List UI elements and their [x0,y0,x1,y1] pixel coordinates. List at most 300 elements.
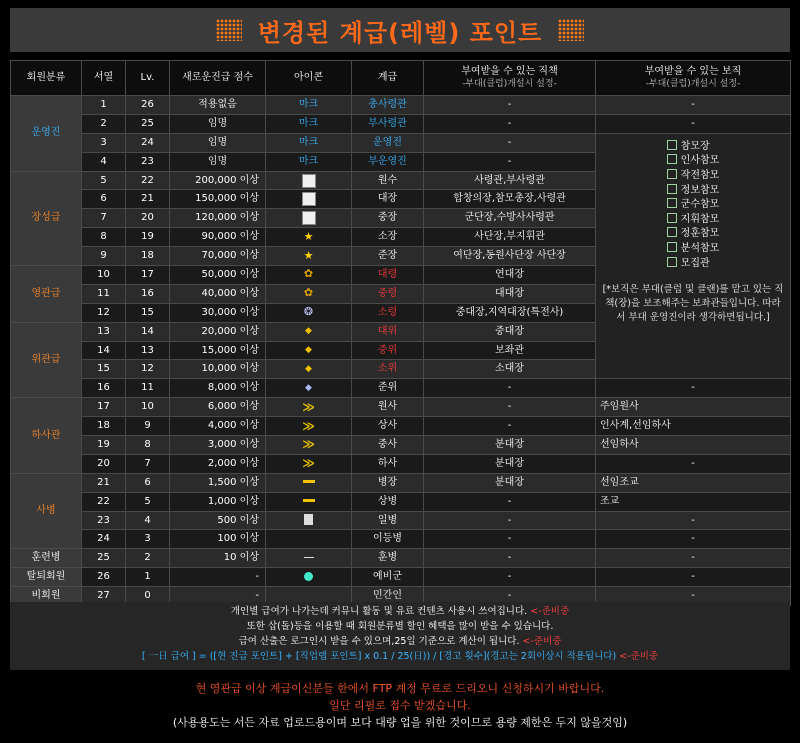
lv-cell-text: 20 [141,212,154,224]
lv-cell [126,454,170,473]
order-cell-text: 11 [97,287,110,299]
score-cell [170,284,266,303]
rank-text: 대장 [377,193,398,205]
position-cell [424,436,596,455]
aide-cell [596,398,791,417]
score-cell [170,360,266,379]
position-cell [424,152,596,171]
aide-list-item [667,140,720,155]
order-cell-text: 14 [97,344,110,356]
aide-list-item [667,154,720,169]
table-row [11,511,791,530]
lv-cell-text: 25 [141,117,154,129]
aide-text: - [691,590,695,602]
table-row [11,436,791,455]
order-cell-text: 16 [97,382,110,394]
header-order: 서열 [82,61,126,96]
icon-cell [266,568,352,587]
order-cell-text: 5 [100,174,107,186]
rank-cell [352,152,424,171]
position-cell [424,303,596,322]
lv-cell [126,266,170,285]
score-cell-text: - [255,590,259,602]
position-cell [424,266,596,285]
score-cell [170,247,266,266]
aide-list-label: 정보참모 [680,184,720,196]
rank-text: 운영진 [373,136,402,148]
lv-cell [126,247,170,266]
lv-cell-text: 23 [141,155,154,167]
header-position [424,61,596,96]
score-cell [170,568,266,587]
position-text: 소대장 [495,363,524,375]
score-cell [170,266,266,285]
icon-cell [266,360,352,379]
icon-cell [266,190,352,209]
aide-cell [596,511,791,530]
aide-text: 주임원사 [600,401,639,413]
mark-label: 마크 [298,98,319,110]
lv-cell [126,133,170,152]
chevron-icon: ≫ [302,437,315,452]
lv-cell-text: 22 [141,174,154,186]
table-row [11,492,791,511]
checkbox-icon [667,227,677,237]
rank-text: 준위 [377,382,398,394]
rank-cell [352,398,424,417]
order-cell [82,360,126,379]
order-cell [82,322,126,341]
icon-cell [266,549,352,568]
rank-cell [352,417,424,436]
info-line-2: 또한 삽(돌)등을 이용할 때 회원분류별 할인 혜택을 많이 받을 수 있습니다. [246,621,554,632]
position-cell [424,454,596,473]
order-cell-text: 24 [97,533,110,545]
lv-cell [126,209,170,228]
mark-label: 마크 [298,117,319,129]
group-name: 탈퇴회원 [26,571,66,583]
position-text: - [507,155,512,167]
header-position-sub: -부대(클럽)개설시 설정- [462,79,557,89]
lv-cell [126,303,170,322]
broken-image-icon [302,211,316,225]
score-cell-text: 50,000 이상 [201,268,259,280]
position-text: - [507,401,512,413]
order-cell [82,549,126,568]
aide-cell [596,568,791,587]
rank-text: 원수 [377,174,398,186]
rank-cell [352,473,424,492]
score-cell [170,152,266,171]
rank-text: 중위 [377,344,398,356]
group-name: 비회원 [31,590,61,602]
group-name: 운영진 [31,127,61,139]
order-cell [82,511,126,530]
aide-text: - [691,571,695,583]
rank-text: 상병 [377,495,398,507]
order-cell-text: 3 [100,136,107,148]
table-row [11,530,791,549]
position-text: 분대장 [495,457,524,469]
lv-cell-text: 5 [144,495,151,507]
score-cell-text: 70,000 이상 [201,250,259,262]
position-text: 대대장 [495,287,524,299]
broken-image-icon [302,174,316,188]
rank-text: 총사령관 [368,98,407,110]
score-cell-text: 100 이상 [217,533,259,545]
person-icon [304,514,313,525]
order-cell-text: 22 [97,495,110,507]
order-cell [82,266,126,285]
lv-cell-text: 0 [144,590,151,602]
score-cell [170,454,266,473]
aide-text: - [691,457,695,469]
score-cell [170,492,266,511]
order-cell [82,114,126,133]
info-line-3-text: 급여 산출은 로그인시 받을 수 있으며,25일 기준으로 계산이 됩니다. [238,636,520,647]
aide-cell [596,114,791,133]
position-text: - [507,117,512,129]
position-cell [424,247,596,266]
score-cell [170,133,266,152]
info-line-1-text: 개인별 급여가 나가는데 커뮤니 활동 및 유료 컨텐츠 사용시 쓰여집니다. [230,606,528,617]
order-cell-text: 25 [97,552,110,564]
position-cell [424,341,596,360]
table-header-row [11,61,791,96]
group-name: 영관급 [31,287,61,299]
header-score: 새로운진급 점수 [170,61,266,96]
checkbox-icon [667,169,677,179]
table-row [11,473,791,492]
rank-text: 상사 [377,420,398,432]
score-cell-text: 150,000 이상 [195,193,259,205]
aide-list-item [667,227,720,242]
order-cell-text: 13 [97,325,110,337]
score-cell-text: 120,000 이상 [195,212,259,224]
aide-text: - [691,552,695,564]
header-aide-title: 부여받을 수 있는 보직 [644,66,742,77]
score-cell-text: 500 이상 [217,514,259,526]
header-rank: 계급 [352,61,424,96]
aide-list-label: 정훈참모 [680,228,720,240]
lv-cell-text: 17 [141,268,154,280]
order-cell-text: 17 [97,401,110,413]
aide-note: [*보직은 부대(클럽 및 클랜)를 맡고 있는 직책(장)을 보조해주는 보좌관들입니다. 따라서 부대 운영진이라 생각하면됩니다.] [602,284,784,324]
score-cell [170,436,266,455]
lv-cell-text: 26 [141,98,154,110]
aide-cell [596,492,791,511]
table-body [11,96,791,606]
header-position-title: 부여받을 수 있는 직책 [461,66,558,77]
table-row [11,417,791,436]
icon-cell [266,303,352,322]
aide-text: 선임하사 [600,438,639,450]
checkbox-icon [667,140,677,150]
score-cell-text: 임명 [207,136,228,148]
footer-line-1: 현 영관급 이상 계급이신분들 한에서 FTP 계정 무료로 드리오니 신청하시기 바랍니다. [195,682,605,695]
score-cell-text: 1,500 이상 [207,476,259,488]
header-icon: 아이콘 [266,61,352,96]
info-line-1-tag: <-준비중 [530,606,570,617]
aide-list-item [667,257,720,272]
rank-text: 준장 [377,250,398,262]
score-cell-text: 200,000 이상 [195,174,259,186]
aide-list-item [667,184,720,199]
rank-text: 중사 [377,438,398,450]
rank-text: 이등병 [373,533,402,545]
checkbox-icon [667,242,677,252]
aide-text: - [691,98,695,110]
title-bar [10,8,790,52]
score-cell-text: - [255,571,259,583]
group-label [11,266,82,323]
group-label [11,473,82,549]
score-cell [170,473,266,492]
order-cell-text: 1 [100,98,107,110]
score-cell [170,417,266,436]
icon-cell [266,511,352,530]
order-cell [82,568,126,587]
aide-list-cell [596,133,791,379]
position-text: 여단장,동원사단장 사단장 [453,250,566,262]
order-cell-text: 20 [97,457,110,469]
lv-cell [126,436,170,455]
star-icon: ★ [303,248,314,262]
aide-list-label: 분석참모 [680,242,720,254]
group-label [11,96,82,172]
table-row [11,568,791,587]
score-cell-text: 20,000 이상 [201,325,259,337]
order-cell-text: 23 [97,514,110,526]
rank-cell [352,190,424,209]
order-cell [82,530,126,549]
position-text: 사단장,부지휘관 [474,231,545,243]
table-row [11,133,791,152]
icon-cell [266,152,352,171]
group-label [11,549,82,568]
group-name: 하사관 [31,429,61,441]
icon-cell [266,473,352,492]
score-cell [170,303,266,322]
order-cell [82,473,126,492]
header-aide [596,61,791,96]
aide-cell [596,454,791,473]
order-cell-text: 21 [97,476,110,488]
dot-pattern-right-icon [558,19,584,41]
order-cell [82,341,126,360]
checkbox-icon [667,257,677,267]
checkbox-icon [667,184,677,194]
position-cell [424,322,596,341]
icon-cell [266,96,352,115]
rank-cell [352,133,424,152]
position-cell [424,398,596,417]
diamond-icon: ◆ [305,326,312,337]
order-cell [82,171,126,190]
order-cell [82,152,126,171]
score-cell [170,511,266,530]
lv-cell-text: 12 [141,363,154,375]
score-cell-text: 임명 [207,155,228,167]
rank-cell [352,530,424,549]
score-cell-text: 8,000 이상 [207,382,259,394]
rank-text: 소위 [377,363,398,375]
order-cell-text: 9 [100,250,107,262]
rank-cell [352,284,424,303]
lv-cell-text: 6 [144,476,151,488]
position-cell [424,114,596,133]
rank-text: 중장 [377,212,398,224]
group-name: 사병 [36,505,56,517]
group-label [11,322,82,398]
icon-cell [266,114,352,133]
aide-list-label: 인사참모 [680,155,720,167]
icon-cell [266,417,352,436]
lv-cell-text: 7 [144,457,151,469]
icon-cell [266,322,352,341]
order-cell [82,133,126,152]
info-formula: [ 一日 급여 ] = ([현 진급 포인트] + [직업랩 포인트] x 0.1 / 25(日)) / [경고 횟수](경고는 2회이상시 적용됩니다) [141,651,617,662]
rank-cell [352,96,424,115]
score-cell-text: 10,000 이상 [201,363,259,375]
position-cell [424,568,596,587]
group-label [11,568,82,587]
rank-cell [352,568,424,587]
rank-text: 원사 [377,401,398,413]
position-text: - [507,420,512,432]
lv-cell [126,473,170,492]
position-cell [424,492,596,511]
lv-cell-text: 1 [144,571,151,583]
rank-cell [352,360,424,379]
lv-cell [126,492,170,511]
icon-cell [266,171,352,190]
position-cell [424,209,596,228]
rank-text: 대위 [377,325,398,337]
order-cell-text: 6 [100,193,107,205]
table-row [11,114,791,133]
score-cell-text: 30,000 이상 [201,306,259,318]
rank-cell [352,492,424,511]
score-cell-text: 2,000 이상 [207,457,259,469]
lv-cell [126,398,170,417]
lv-cell [126,360,170,379]
header-aide-sub: -부대(클럽)개설시 설정- [645,79,741,89]
lv-cell-text: 10 [141,401,154,413]
group-name: 위관급 [31,353,61,365]
score-cell-text: 40,000 이상 [201,287,259,299]
star-icon: ★ [303,229,314,243]
position-text: 군단장,수방사사령관 [464,212,555,224]
score-cell-text: 6,000 이상 [207,401,259,413]
position-cell [424,171,596,190]
position-text: - [507,552,512,564]
order-cell-text: 27 [97,590,110,602]
order-cell-text: 7 [100,212,107,224]
position-cell [424,190,596,209]
lv-cell-text: 18 [141,250,154,262]
score-cell [170,549,266,568]
header-lv: Lv. [126,61,170,96]
rank-cell [352,209,424,228]
rank-cell [352,266,424,285]
dash-icon [304,557,314,558]
order-cell [82,284,126,303]
order-cell-text: 2 [100,117,107,129]
lv-cell-text: 14 [141,325,154,337]
icon-cell [266,492,352,511]
chevron-icon: ≫ [302,399,315,414]
lv-cell-text: 19 [141,231,154,243]
bar-icon [303,499,315,502]
aide-cell [596,436,791,455]
footer [0,680,800,731]
lv-cell [126,341,170,360]
score-cell-text: 임명 [207,117,228,129]
checkbox-icon [667,154,677,164]
aide-text: 선임조교 [600,476,639,488]
lv-cell [126,171,170,190]
rank-text: 부사령관 [368,117,407,129]
group-name: 훈련병 [31,552,61,564]
lv-cell-text: 21 [141,193,154,205]
order-cell-text: 10 [97,268,110,280]
lv-cell-text: 2 [144,552,151,564]
aide-cell [596,417,791,436]
position-text: 사령관,부사령관 [474,174,545,186]
rank-text: 소령 [377,306,398,318]
order-cell [82,454,126,473]
aide-list-item [667,242,720,257]
score-cell [170,228,266,247]
position-text: 합창의장,참모총장,사령관 [453,193,566,205]
order-cell [82,436,126,455]
score-cell [170,114,266,133]
position-text: - [507,495,512,507]
info-line-1 [10,604,790,619]
lv-cell [126,228,170,247]
bar-icon [303,480,315,483]
rank-text: 소장 [377,231,398,243]
lv-cell-text: 24 [141,136,154,148]
lv-cell [126,284,170,303]
score-cell-text: 1,000 이상 [207,495,259,507]
icon-cell [266,284,352,303]
aide-list-label: 모집관 [680,257,710,269]
header-member-class: 회원분류 [11,61,82,96]
aide-list-label: 군수참모 [680,199,720,211]
score-cell [170,209,266,228]
position-cell [424,96,596,115]
lv-cell [126,114,170,133]
lv-cell [126,152,170,171]
order-cell-text: 26 [97,571,110,583]
group-label [11,171,82,265]
order-cell [82,96,126,115]
chevron-icon: ≫ [302,418,315,433]
lv-cell-text: 4 [144,514,151,526]
rank-cell [352,322,424,341]
diamond-icon: ◆ [305,382,312,393]
lv-cell [126,511,170,530]
lv-cell [126,417,170,436]
order-cell-text: 19 [97,438,110,450]
icon-cell [266,341,352,360]
position-text: 분대장 [495,476,524,488]
icon-cell [266,436,352,455]
lv-cell [126,530,170,549]
aide-cell [596,530,791,549]
